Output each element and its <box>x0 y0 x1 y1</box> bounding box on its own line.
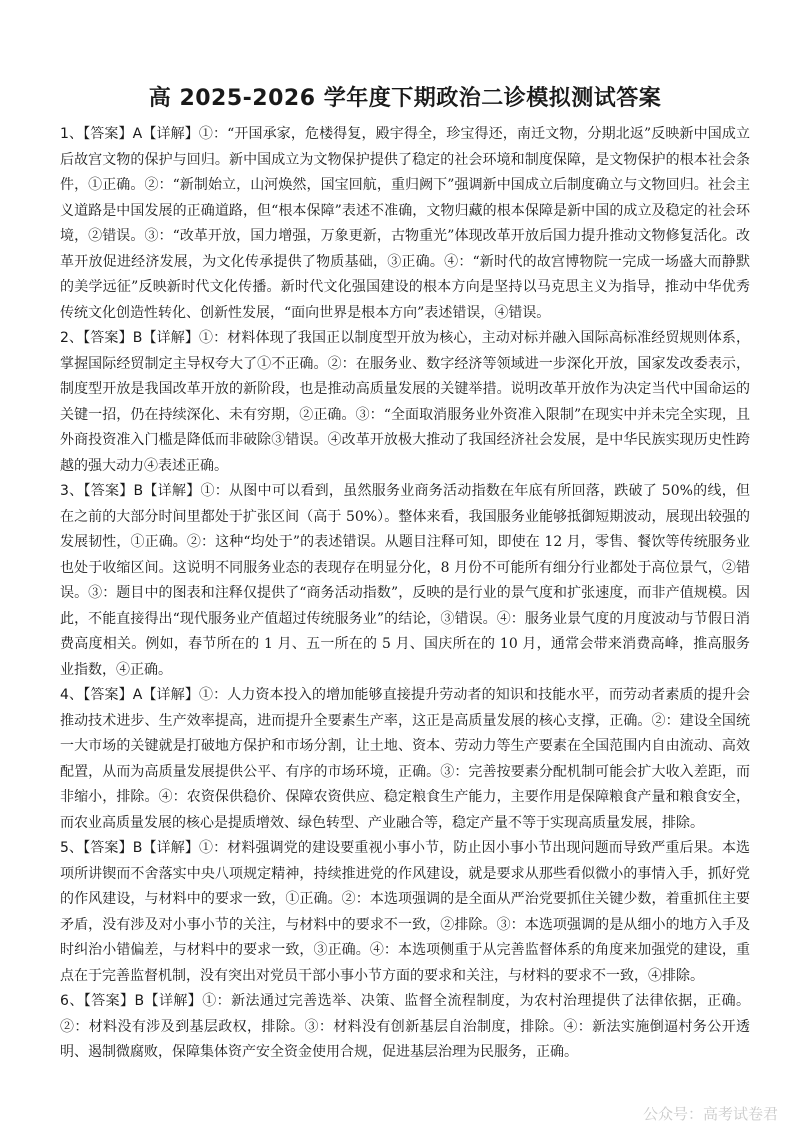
answer-item-1 <box>60 122 750 326</box>
detail-tag: 【详解】 <box>142 126 199 142</box>
answer-explanation: ①：“开国承家，危楼得复，殿宇得全，珍宝得还，南迁文物，分期北返”反映新中国成立后故宫文物的保护与回归。新中国成立为文物保护提供了稳定的社会环境和制度保障，是文物保护的根本社会条件，①正确。②：“新制始立，山河焕然，国宝回航，重归阙下”强调新中国成立后制度确立与文物回归。社会主义道路是中国发展的正确道路，但“根本保障”表述不准确，文物归藏的根本保障是新中国的成立及稳定的社会环境，②错误。③：“改革开放，国力增强，万象更新，古物重光”体现改革开放后国力提升推动文物修复活化。改革开放促进经济发展，为文化传承提供了物质基础，③正确。④：“新时代的故宫博物院一完成一场盛大而静默的美学远征”反映新时代文化传播。新时代文化强国建设的根本方向是坚持以马克思主义为指导，推动中华优秀传统文化创造性转化、创新性发展，“面向世界是根本方向”表述错误，④错误。 <box>60 126 750 321</box>
answer-number: 2、 <box>60 330 84 346</box>
answer-letter: B <box>132 330 143 346</box>
answer-tag: 【答案】 <box>83 993 135 1009</box>
answer-letter: B <box>134 993 145 1009</box>
answer-item-5 <box>60 836 750 989</box>
answer-number: 1、 <box>60 126 84 142</box>
answer-letter: B <box>132 840 143 856</box>
detail-tag: 【详解】 <box>142 687 199 703</box>
answer-number: 4、 <box>60 687 84 703</box>
answer-letter: A <box>132 687 143 703</box>
answer-tag: 【答案】 <box>83 483 134 499</box>
answer-tag: 【答案】 <box>83 687 133 703</box>
answer-explanation: ①：新法通过完善选举、决策、监督全流程制度，为农村治理提供了法律依据，正确。②：材料没有涉及到基层政权，排除。③：材料没有创新基层自治制度，排除。④：新法实施倒逼村务公开透明、遏制微腐败，保障集体资产安全资金使用合规，促进基层治理为民服务，正确。 <box>60 993 751 1060</box>
answer-list <box>60 122 750 1066</box>
answer-tag: 【答案】 <box>83 840 133 856</box>
answer-item-6 <box>60 989 750 1066</box>
answer-item-2 <box>60 326 750 479</box>
answer-number: 5、 <box>60 840 84 856</box>
answer-explanation: ①：从图中可以看到，虽然服务业商务活动指数在年底有所回落，跌破了 50%的线，但在之前的大部分时间里都处于扩张区间（高于 50%）。整体来看，我国服务业能够抵御短期波动，展现出较强的发展韧性，①正确。②：这种“均处于”的表述错误。从题目注释可知，即使在 12 月，零售、餐饮等传统服务业也处于收缩区间。这说明不同服务业态的表现存在明显分化，8 月份不可能所有细分行业都处于高位景气，②错误。③：题目中的图表和注释仅提供了“商务活动指数”，反映的是行业的景气度和扩张速度，而非产值规模。因此，不能直接得出“现代服务业产值超过传统服务业”的结论，③错误。④：服务业景气度的月度波动与节假日消费高度相关。例如，春节所在的 1 月、五一所在的 5 月、国庆所在的 10 月，通常会带来消费高峰，推高服务业指数，④正确。 <box>60 483 750 678</box>
detail-tag: 【详解】 <box>142 330 199 346</box>
answer-tag: 【答案】 <box>83 126 133 142</box>
answer-item-4 <box>60 683 750 836</box>
answer-tag: 【答案】 <box>83 330 133 346</box>
answer-explanation: ①：人力资本投入的增加能够直接提升劳动者的知识和技能水平，而劳动者素质的提升会推动技术进步、生产效率提高，进而提升全要素生产率，这正是高质量发展的核心支撑，正确。②：建设全国统一大市场的关键就是打破地方保护和市场分割，让土地、资本、劳动力等生产要素在全国范围内自由流动、高效配置，从而为高质量发展提供公平、有序的市场环境，正确。③：完善按要素分配机制可能会扩大收入差距，而非缩小，排除。④：农资保供稳价、保障农资供应、稳定粮食生产能力，主要作用是保障粮食产量和粮食安全，而农业高质量发展的核心是提质增效、绿色转型、产业融合等，稳定产量不等于实现高质量发展，排除。 <box>60 687 751 831</box>
detail-tag: 【详解】 <box>144 993 203 1009</box>
answer-explanation: ①：材料强调党的建设要重视小事小节，防止因小事小节出现问题而导致严重后果。本选项所讲锲而不舍落实中央八项规定精神，持续推进党的作风建设，就是要求从那些看似微小的事情入手，抓好党的作风建设，与材料中的要求一致，①正确。②：本选项强调的是全面从严治党要抓住关键少数，着重抓住主要矛盾，没有涉及对小事小节的关注，与材料中的要求不一致，②排除。③：本选项强调的是从细小的地方入手及时纠治小错偏差，与材料中的要求一致，③正确。④：本选项侧重于从完善监督体系的角度来加强党的建设，重点在于完善监督机制，没有突出对党员干部小事小节方面的要求和关注，与材料的要求不一致，④排除。 <box>60 840 750 984</box>
page-title: 高 2025-2026 学年度下期政治二诊模拟测试答案 <box>148 86 662 111</box>
answer-number: 6、 <box>60 993 84 1009</box>
answer-letter: A <box>132 126 143 142</box>
answer-letter: B <box>133 483 144 499</box>
answer-explanation: ①：材料体现了我国正以制度型开放为核心，主动对标并融入国际高标准经贸规则体系，掌握国际经贸制定主导权夸大了①不正确。②：在服务业、数字经济等领域进一步深化开放，国家发改委表示，制度型开放是我国改革开放的新阶段，也是推动高质量发展的关键举措。说明改革开放作为决定当代中国命运的关键一招，仍在持续深化、未有穷期，②正确。③：“全面取消服务业外资准入限制”在现实中并未完全实现，且外商投资准入门槛是降低而非破除③错误。④改革开放极大推动了我国经济社会发展，是中华民族实现历史性跨越的强大动力④表述正确。 <box>60 330 750 474</box>
detail-tag: 【详解】 <box>142 840 199 856</box>
answer-item-3 <box>60 479 750 683</box>
watermark: 公众号：高考试卷君 <box>642 1105 778 1123</box>
detail-tag: 【详解】 <box>143 483 201 499</box>
answer-number: 3、 <box>60 483 84 499</box>
